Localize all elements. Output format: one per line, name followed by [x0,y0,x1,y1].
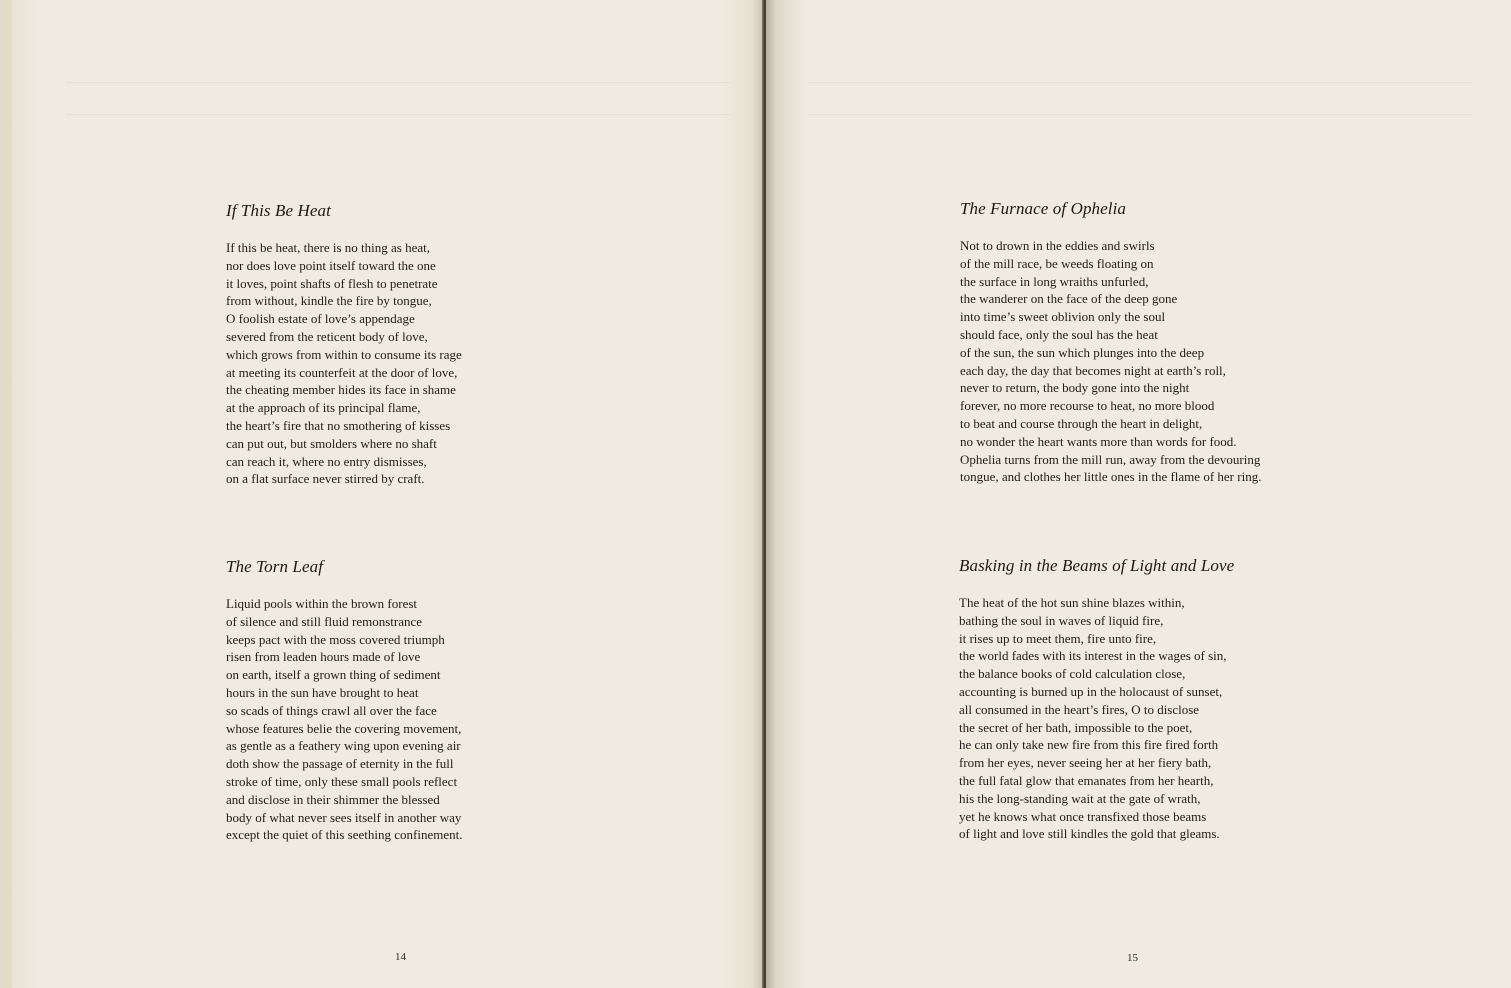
poem-title: Basking in the Beams of Light and Love [959,556,1235,575]
poem-line: except the quiet of this seething confinement. [226,827,463,843]
poem-line: the balance books of cold calculation close, [959,666,1186,682]
poem-line: whose features belie the covering movement, [226,720,462,736]
show-through-rule [808,82,1473,83]
poem-body [226,239,462,488]
poem-line: hours in the sun have brought to heat [226,684,419,700]
show-through-rule [808,114,1473,115]
page-number: 14 [395,951,406,963]
poem-line: can reach it, where no entry dismisses, [226,453,427,469]
poem-line: risen from leaden hours made of love [226,649,421,665]
poem-line: tongue, and clothes her little ones in the flame of her ring. [960,469,1262,485]
poem-line: stroke of time, only these small pools reflect [226,773,458,789]
poem-line: it loves, point shafts of flesh to penetrate [226,275,438,291]
poem-body [960,237,1261,486]
poem-line: of the sun, the sun which plunges into the deep [960,344,1205,360]
poem-line: of the mill race, be weeds floating on [960,255,1154,271]
poem-line: the full fatal glow that emanates from her hearth, [959,772,1214,788]
poem-line: The heat of the hot sun shine blazes within, [959,595,1185,610]
poem-line: can put out, but smolders where no shaft [226,435,437,451]
poem-line: at the approach of its principal flame, [226,400,421,416]
poem-line: O foolish estate of love’s appendage [226,311,415,327]
poem-title: The Furnace of Ophelia [960,199,1127,218]
poem-line: as gentle as a feathery wing upon evening air [226,738,461,754]
poem-line: Ophelia turns from the mill run, away from the devouring [960,451,1261,467]
poem-line: at meeting its counterfeit at the door of love, [226,364,458,380]
poem-line: never to return, the body gone into the night [960,380,1190,396]
poem-the-torn-leaf [226,557,462,844]
poem-line: bathing the soul in waves of liquid fire, [959,612,1164,628]
poem-line: If this be heat, there is no thing as heat, [226,240,430,255]
show-through-rule [66,82,730,83]
poem-line: Not to drown in the eddies and swirls [960,238,1155,253]
poem-line: the surface in long wraiths unfurled, [960,273,1149,289]
poem-line: the secret of her bath, impossible to the poet, [959,719,1193,735]
poem-line: of silence and still fluid remonstrance [226,613,423,629]
poem-line: yet he knows what once transfixed those beams [959,808,1207,824]
poem-line: doth show the passage of eternity in the full [226,756,454,772]
poem-line: he can only take new fire from this fire fired forth [959,737,1219,753]
poem-line: it rises up to meet them, fire unto fire, [959,630,1157,646]
poem-basking-in-the-beams [959,556,1234,843]
right-page [766,0,1511,988]
poem-line: into time’s sweet oblivion only the soul [960,309,1166,325]
poem-title: The Torn Leaf [226,557,324,576]
poem-line: accounting is burned up in the holocaust of sunset, [959,683,1223,699]
show-through-rule [66,114,730,115]
poem-line: and disclose in their shimmer the blessed [226,791,440,807]
poem-title: If This Be Heat [226,201,331,220]
poem-line: of light and love still kindles the gold that gleams. [959,826,1220,842]
poem-line: the heart’s fire that no smothering of kisses [226,417,451,433]
poem-line: on a flat surface never stirred by craft. [226,471,425,487]
poem-if-this-be-heat [226,201,462,488]
poem-line: each day, the day that becomes night at earth’s roll, [960,362,1226,378]
poem-line: all consumed in the heart’s fires, O to disclose [959,701,1200,717]
poem-line: nor does love point itself toward the one [226,257,436,273]
poem-line: Liquid pools within the brown forest [226,596,418,611]
poem-line: severed from the reticent body of love, [226,328,428,344]
poem-line: no wonder the heart wants more than words for food. [960,433,1237,449]
poem-line: the wanderer on the face of the deep gone [960,291,1178,307]
poem-body [226,595,462,844]
poem-line: the cheating member hides its face in shame [226,382,456,398]
poem-line: to beat and course through the heart in delight, [960,415,1203,431]
poem-line: from her eyes, never seeing her at her fiery bath, [959,755,1212,771]
poem-line: his the long-standing wait at the gate of wrath, [959,790,1201,806]
poem-line: forever, no more recourse to heat, no more blood [960,398,1215,414]
poem-line: should face, only the soul has the heat [960,326,1158,342]
poem-line: on earth, itself a grown thing of sediment [226,667,441,683]
poem-body [959,594,1234,843]
poem-line: keeps pact with the moss covered triumph [226,631,445,647]
poem-line: from without, kindle the fire by tongue, [226,293,432,309]
poem-line: so scads of things crawl all over the face [226,702,437,718]
poem-the-furnace-of-ophelia [960,199,1261,486]
poem-line: which grows from within to consume its rage [226,346,462,362]
page-number: 15 [1127,952,1138,964]
page-edge-stack [0,0,12,988]
poem-line: body of what never sees itself in another way [226,809,462,825]
poem-line: the world fades with its interest in the wages of sin, [959,648,1227,664]
